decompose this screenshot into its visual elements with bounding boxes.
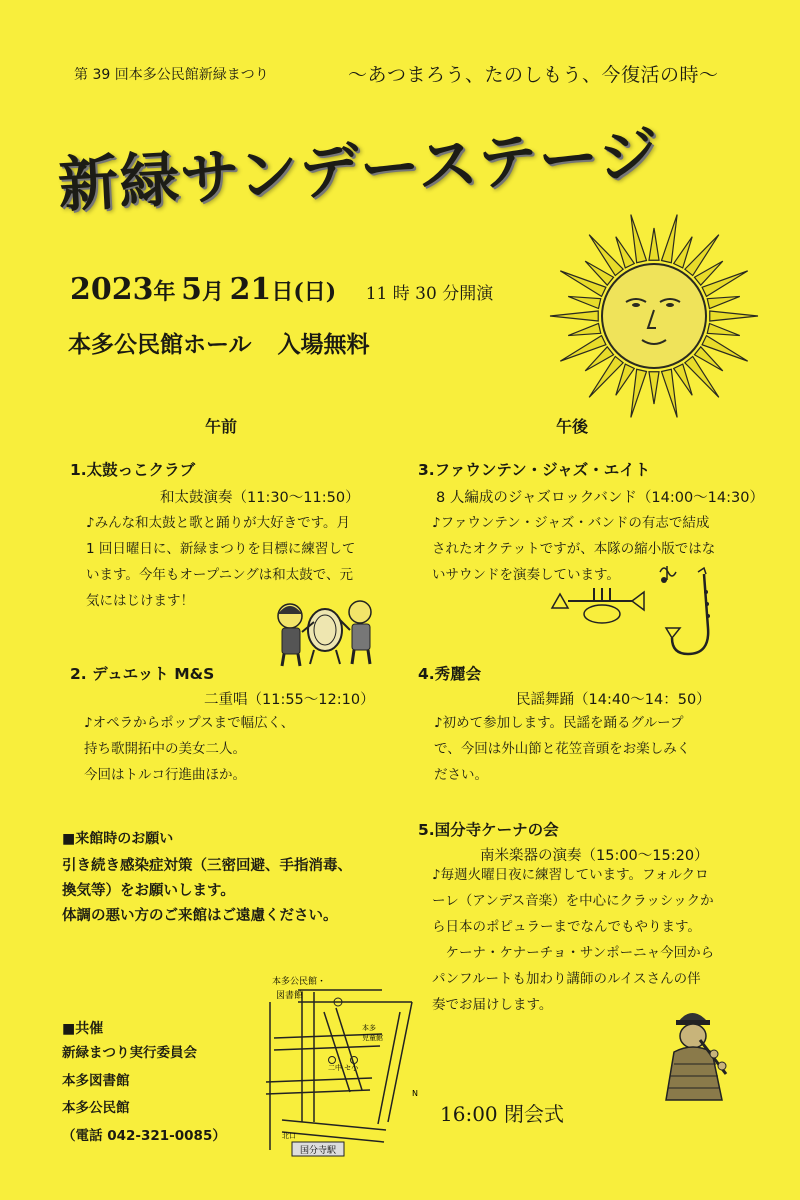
event-name: 第 39 回本多公民館新緑まつり — [74, 67, 269, 83]
sun-right-pupil — [666, 303, 674, 307]
program-5-line: 奏でお届けします。 — [432, 997, 553, 1013]
program-title-1: 1.太鼓っこクラブ — [70, 461, 196, 479]
map-station-label: 国分寺駅 — [300, 1146, 337, 1156]
sun-ray — [568, 296, 601, 308]
notice-line: 引き続き感染症対策（三密回避、手指消毒、 — [62, 858, 352, 874]
program-subtitle-5: 南米楽器の演奏（15:00～15:20） — [480, 848, 709, 864]
sun-ray — [707, 296, 740, 308]
sun-ray — [616, 364, 635, 395]
program-title-3: 3.ファウンテン・ジャズ・エイト — [418, 461, 651, 479]
am-heading: 午前 — [205, 417, 238, 436]
date-day-unit: 日 — [271, 279, 294, 305]
sun-illustration — [548, 210, 760, 422]
program-5-line: ら日本のポピュラーまでなんでもやります。 — [432, 919, 701, 935]
sun-ray — [662, 215, 678, 263]
main-title: 新緑サンデーステージ — [56, 119, 661, 221]
organizer-line: （電話 042-321-0085） — [62, 1127, 226, 1144]
program-4-line: ださい。 — [434, 767, 488, 783]
organizer-line: 新緑まつり実行委員会 — [62, 1045, 197, 1061]
sun-ray — [616, 237, 635, 268]
organizer-line: 本多図書館 — [62, 1072, 130, 1089]
program-1-line: 気にはじけます！ — [86, 593, 194, 609]
sun-left-pupil — [632, 303, 640, 307]
map-school2-label: 児童館 — [362, 1034, 383, 1042]
program-body-4 — [434, 710, 690, 788]
access-map — [262, 972, 422, 1160]
sun-ray — [550, 311, 598, 321]
quena-player-illustration — [652, 1004, 736, 1104]
event-slogan: ～あつまろう、たのしもう、今復活の時～ — [348, 64, 719, 86]
sun-ray — [674, 237, 693, 268]
program-5-line: ♪毎週火曜日夜に練習しています。フォルクロ — [432, 867, 709, 883]
notice-line: 換気等）をお願いします。 — [62, 883, 235, 899]
sun-ray — [662, 369, 678, 417]
program-3-line: いサウンドを演奏しています。 — [432, 567, 620, 583]
venue-name: 本多公民館ホール — [68, 331, 252, 358]
date-month: 5 — [181, 272, 202, 307]
admission: 入場無料 — [277, 331, 370, 358]
map-marker — [329, 1057, 336, 1064]
program-1-line: います。今年もオープニングは和太鼓で、元 — [86, 567, 354, 583]
map-school-label: 本多 — [362, 1024, 376, 1032]
trumpet-saxophone-illustration — [548, 558, 748, 668]
map-hall-label: 本多公民館・ — [272, 977, 327, 987]
program-title-2: 2. デュエット M&S — [70, 665, 215, 683]
date-year: 2023 — [70, 272, 154, 307]
sun-ray — [631, 215, 647, 263]
map-library-label: 図書館 — [276, 991, 304, 1001]
program-subtitle-2: 二重唱（11:55～12:10） — [204, 692, 375, 708]
program-5-line: ーレ（アンデス音楽）を中心にクラッシックか — [432, 893, 714, 909]
start-time: 11 時 30 分開演 — [365, 284, 494, 304]
program-2-line: 持ち歌開拓中の美女二人。 — [84, 741, 246, 757]
notice-line: 体調の悪い方のご来館はご遠慮ください。 — [62, 908, 338, 924]
program-title-5: 5.国分寺ケーナの会 — [418, 821, 559, 839]
program-1-line: ♪みんな和太鼓と歌と踊りが大好きです。月 — [86, 515, 351, 531]
program-4-line: ♪初めて参加します。民謡を踊るグループ — [434, 715, 684, 731]
program-title-4: 4.秀麗会 — [418, 665, 482, 683]
sun-ray — [649, 372, 659, 404]
program-2-line: 今回はトルコ行進曲ほか。 — [84, 767, 246, 783]
program-subtitle-4: 民謡舞踊（14:40～14：50） — [516, 692, 711, 708]
map-exit-label: 北口 — [282, 1132, 296, 1140]
program-4-line: で、今回は外山節と花笠音頭をお楽しみく — [434, 741, 691, 757]
sun-ray — [674, 364, 693, 395]
program-1-line: 1 回日曜日に、新緑まつりを目標に練習して — [86, 541, 356, 557]
program-5-line: ケーナ・ケナーチョ・サンポーニャ今回から — [432, 945, 715, 961]
pm-heading: 午後 — [556, 417, 589, 436]
program-2-line: ♪オペラからポップスまで幅広く、 — [84, 715, 295, 731]
program-body-5 — [432, 862, 714, 1018]
organizer-heading: ■共催 — [62, 1021, 104, 1037]
program-3-line: ♪ファウンテン・ジャズ・バンドの有志で結成 — [432, 515, 710, 531]
saxophone-icon — [660, 566, 710, 654]
sun-ray — [710, 311, 758, 321]
sun-ray — [707, 324, 740, 336]
date-month-unit: 月 — [201, 279, 224, 305]
program-subtitle-3: 8 人編成のジャズロックバンド（14:00～14:30） — [436, 490, 764, 506]
venue — [68, 326, 370, 359]
map-north-label: N — [412, 1089, 418, 1098]
notice-body — [62, 854, 352, 929]
date-year-unit: 年 — [153, 279, 176, 305]
program-body-2 — [84, 710, 294, 788]
sun-ray — [568, 324, 601, 336]
date-day: 21 — [229, 272, 272, 307]
event-date — [70, 272, 493, 307]
date-weekday: (日) — [293, 279, 337, 305]
map-convenience-label: 二中 セ小 — [328, 1064, 359, 1072]
sun-ray — [649, 228, 659, 260]
sun-face — [602, 264, 706, 368]
organizer-line: 本多公民館 — [62, 1100, 130, 1116]
organizer-list — [62, 1040, 226, 1150]
program-3-line: されたオクテットですが、本隊の縮小版ではな — [432, 541, 716, 557]
program-5-line: パンフルートも加わり講師のルイスさんの伴 — [432, 971, 701, 987]
sun-ray — [631, 369, 647, 417]
taiko-drummers-illustration — [270, 592, 382, 670]
notice-heading: ■来館時のお願い — [62, 831, 174, 847]
trumpet-icon — [552, 588, 644, 623]
closing-ceremony: 16:00 閉会式 — [440, 1102, 564, 1126]
program-subtitle-1: 和太鼓演奏（11:30～11:50） — [160, 490, 360, 506]
